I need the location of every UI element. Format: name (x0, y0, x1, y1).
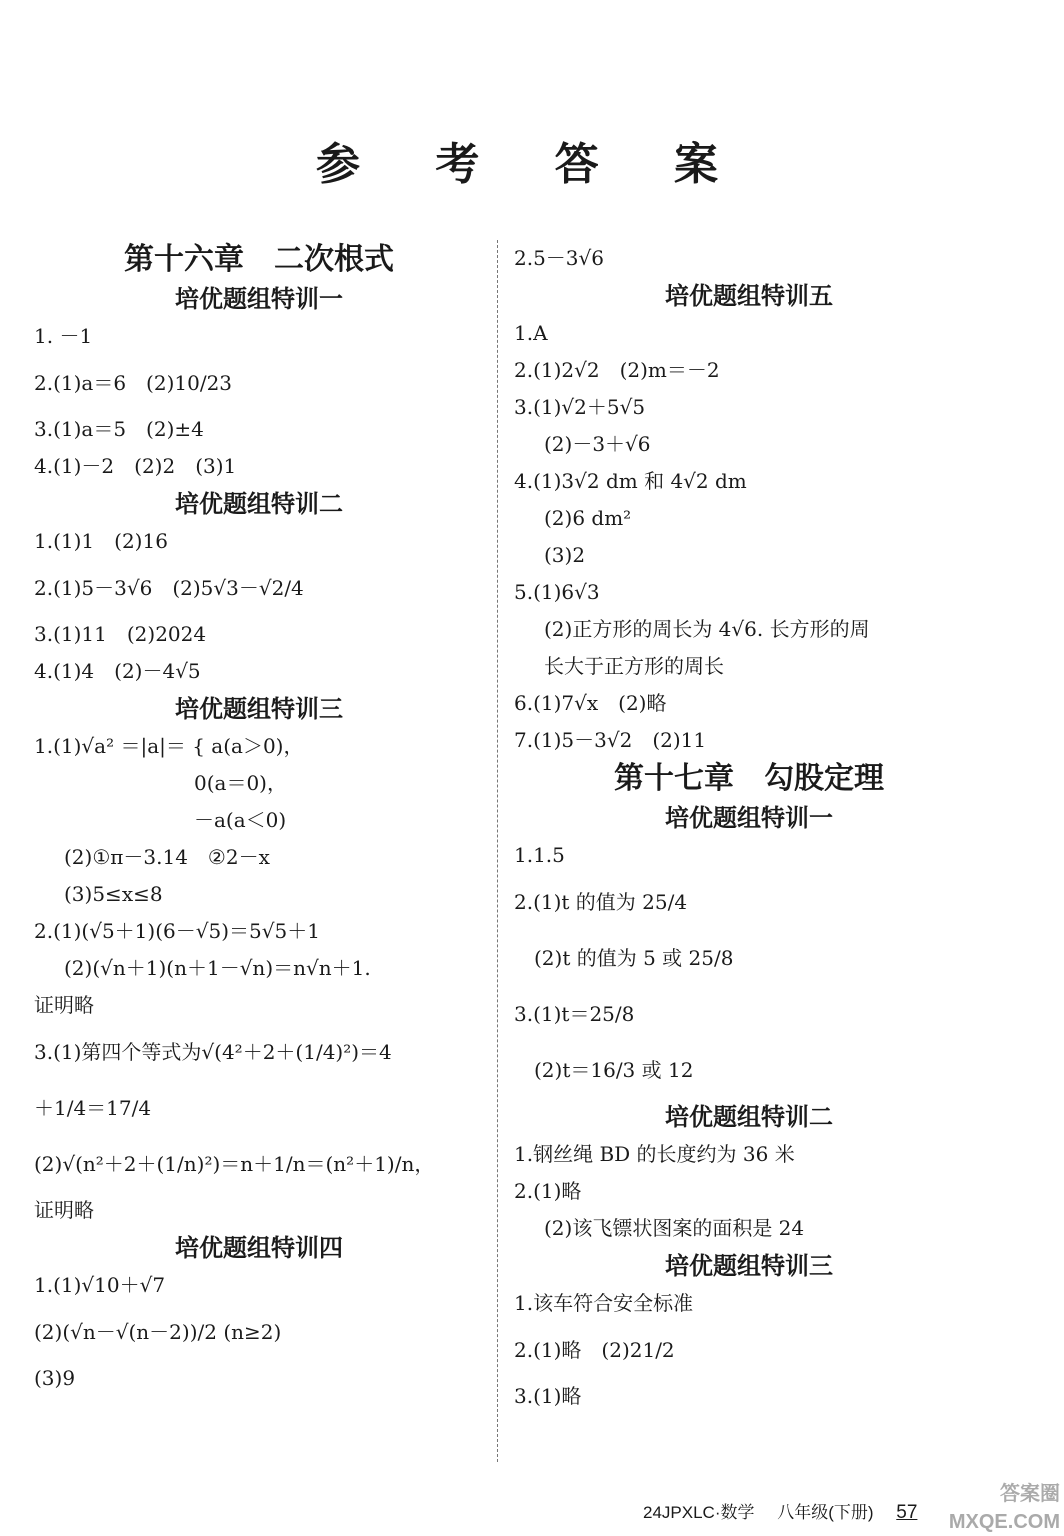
footer-code: 24JPXLC·数学 (643, 1503, 755, 1522)
answer-line: 2.(1)5－3√6 (2)5√3－√2/4 (34, 576, 304, 600)
right-column (514, 240, 984, 1415)
answer-line: (2)t 的值为 5 或 25/8 (514, 946, 734, 970)
answer-line: 1.(1)√10＋√7 (34, 1273, 166, 1297)
answer-line: (2)√(n²＋2＋(1/n)²)＝n＋1/n＝(n²＋1)/n， (34, 1152, 435, 1176)
answer-line: 1.(1)1 (2)16 (34, 529, 168, 553)
footer (643, 1498, 935, 1524)
page-title: 参 考 答 案 (316, 139, 748, 190)
section-heading: 培优题组特训三 (175, 695, 343, 723)
answer-line: 2.(1)t 的值为 25/4 (514, 890, 688, 914)
chapter-heading: 第十七章 勾股定理 (614, 761, 884, 796)
watermark-logo: 答案圈 MXQE.COM (948, 1483, 1060, 1533)
answer-line: 长大于正方形的周长 (544, 654, 724, 678)
answer-line: 4.(1)4 (2)－4√5 (34, 659, 201, 683)
section-heading: 培优题组特训三 (665, 1252, 833, 1280)
answer-line: 4.(1)3√2 dm 和 4√2 dm (514, 469, 747, 493)
page-number: 57 (896, 1502, 918, 1523)
answer-line: (2)－3＋√6 (544, 432, 651, 456)
answer-line: 7.(1)5－3√2 (2)11 (514, 728, 707, 752)
answer-line: 证明略 (34, 1198, 94, 1222)
answer-line: 2.(1)略 (514, 1179, 582, 1203)
column-divider (497, 240, 498, 1462)
answer-line: 1.该车符合安全标准 (514, 1291, 694, 1315)
answer-line: 2.(1)略 (2)21/2 (514, 1338, 675, 1362)
answer-line: 1.钢丝绳 BD 的长度约为 36 米 (514, 1142, 795, 1166)
chapter-heading: 第十六章 二次根式 (124, 242, 394, 277)
answer-line: (2)该飞镖状图案的面积是 24 (544, 1216, 805, 1240)
section-heading: 培优题组特训一 (665, 804, 833, 832)
answer-line: 证明略 (34, 993, 94, 1017)
footer-grade: 八年级(下册) (777, 1503, 874, 1522)
answer-line: (2)6 dm² (544, 506, 632, 530)
answer-line: 2.5－3√6 (514, 246, 604, 270)
answer-line: (2)正方形的周长为 4√6. 长方形的周 (544, 617, 870, 641)
answer-line: 3.(1)a＝5 (2)±4 (34, 417, 204, 441)
answer-line: 3.(1)第四个等式为√(4²＋2＋(1/4)²)＝4 (34, 1040, 392, 1064)
section-heading: 培优题组特训五 (665, 282, 833, 310)
answer-line: (2)(√n＋1)(n＋1－√n)＝n√n＋1. (64, 956, 371, 980)
answer-line: 1.A (514, 321, 548, 345)
answer-line: (3)2 (544, 543, 586, 567)
answer-line: 3.(1)√2＋5√5 (514, 395, 646, 419)
answer-line: 1.1.5 (514, 843, 565, 867)
answer-line: 5.(1)6√3 (514, 580, 600, 604)
section-heading: 培优题组特训二 (175, 490, 343, 518)
answer-line: (2)t＝16/3 或 12 (514, 1058, 694, 1082)
answer-line: (2)①π－3.14 ②2－x (64, 845, 270, 869)
section-heading: 培优题组特训二 (665, 1103, 833, 1131)
left-column (34, 240, 484, 1397)
answer-line: 1. －1 (34, 324, 93, 348)
answer-line: 2.(1)(√5＋1)(6－√5)＝5√5＋1 (34, 919, 320, 943)
answer-line: 0(a＝0)， (34, 771, 287, 795)
answer-line: 4.(1)－2 (2)2 (3)1 (34, 454, 237, 478)
answer-line: 1.(1)√a² ＝|a|＝ { a(a＞0)， (34, 734, 304, 758)
answer-line: (2)(√n－√(n－2))/2 (n≥2) (34, 1320, 282, 1344)
answer-line: 3.(1)11 (2)2024 (34, 622, 207, 646)
answer-line: (3)5≤x≤8 (64, 882, 163, 906)
answer-line: 3.(1)t＝25/8 (514, 1002, 635, 1026)
answer-line: (3)9 (34, 1366, 76, 1390)
answer-line: 2.(1)2√2 (2)m＝－2 (514, 358, 720, 382)
answer-line: 3.(1)略 (514, 1384, 582, 1408)
answer-line: 6.(1)7√x (2)略 (514, 691, 667, 715)
section-heading: 培优题组特训四 (175, 1234, 343, 1262)
answer-line: 2.(1)a＝6 (2)10/23 (34, 371, 233, 395)
answer-line: －a(a＜0) (34, 808, 287, 832)
answer-line: ＋1/4＝17/4 (34, 1096, 152, 1120)
section-heading: 培优题组特训一 (175, 285, 343, 313)
